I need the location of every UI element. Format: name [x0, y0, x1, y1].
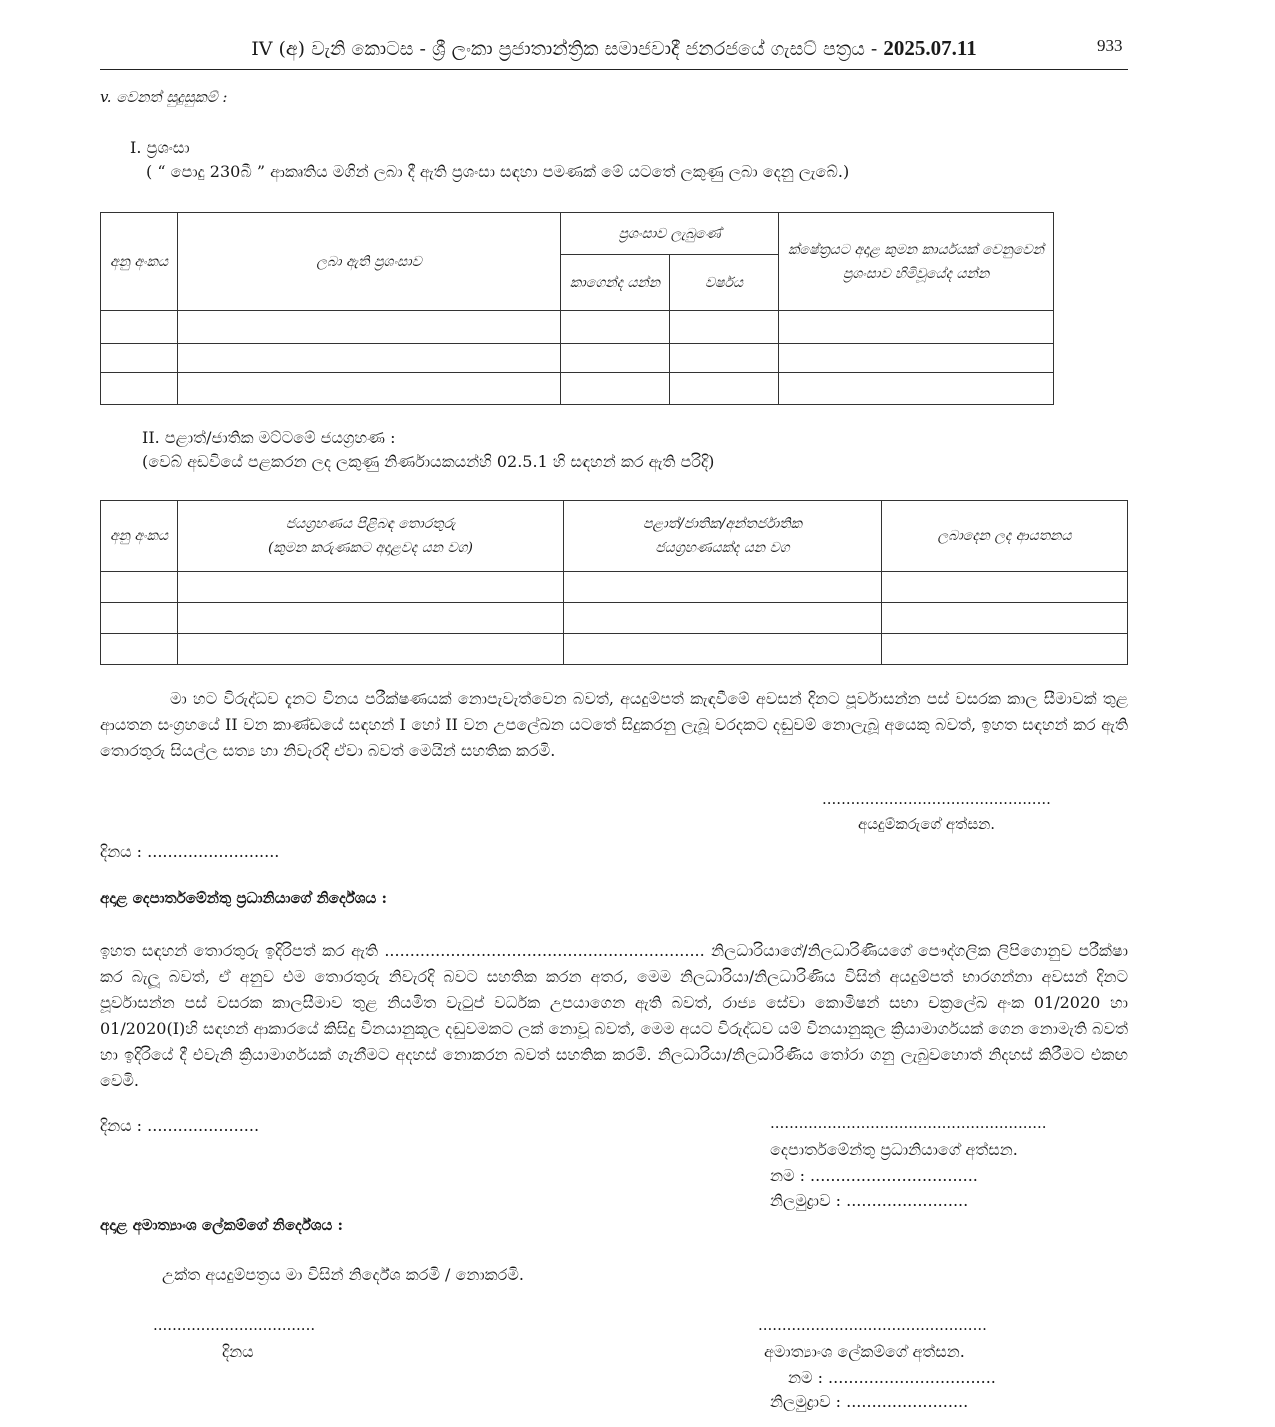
- table-row: [101, 603, 1128, 634]
- applicant-signature-label: අයදුම්කරුගේ අත්සන.: [858, 815, 996, 833]
- ministry-recommendation-title: අදාළ අමාත්‍යාංශ ලේකම්ගේ නිර්දේශය :: [100, 1216, 344, 1234]
- achievements-col-info: [178, 501, 564, 572]
- achievements-col-info-line2: (කුමන කරුණකට අදාළවද යන වග): [267, 540, 474, 556]
- table-row: [101, 572, 1128, 603]
- achievements-note: (වෙබ් අඩවියේ පළකරන ලද ලකුණු නිර්ණායකයන්හි 02.5.1 හි සඳහන් කර ඇති පරිදි): [142, 452, 715, 471]
- achievements-col-level-line2: ජයග්‍රහණයක්ද යන වග: [655, 540, 790, 556]
- declaration-text: මා හට විරුද්ධව දැනට විනය පරීක්ෂණයක් නොපැවැත්වෙන බවත්, අයදුම්පත් කැඳවීමේ අවසන් දිනට පූර්වාසන්න පස් වසරක කාල සීමාවක් තුළ ආයතන සංග්‍රහයේ II වන කාණ්ඩයේ සඳහන් I හෝ II වන උපලේඛන යටතේ සිදුකරනු ලැබූ වරදකට දඬුවම් නොලැබූ අයෙකු බවත්, ඉහත සඳහන් කර ඇති තොරතුරු සියල්ල සත්‍ය හා නිවැරදි ඒවා බවත් මෙයින් සහතික කරමි.: [100, 689, 1128, 760]
- head-signature-label: දෙපාර්තමේන්තු ප්‍රධානියාගේ අත්සන.: [770, 1140, 1018, 1159]
- applicant-signature-dots: ................................................: [822, 790, 1051, 808]
- ministry-name-label: නම : .................................: [788, 1368, 996, 1387]
- page-number: 933: [1097, 36, 1123, 55]
- head-signature-dots: ..........................................................: [770, 1114, 1047, 1132]
- header-date: 2025.07.11: [883, 36, 977, 60]
- ministry-recommendation-text: උක්ත අයදුම්පත්‍රය මා විසින් නිර්දේශ කරමි / නොකරමි.: [162, 1265, 524, 1284]
- header-rule: [100, 69, 1128, 70]
- achievements-table: [100, 500, 1128, 665]
- awards-col-award: ලබා ඇති ප්‍රශංසාව: [178, 213, 561, 311]
- achievements-col-info-line1: ජයග්‍රහණය පිළිබඳ තොරතුරු: [285, 516, 456, 532]
- head-designation-label: නිලමුද්‍රාව : ........................: [770, 1191, 969, 1210]
- section-v-label: v. වෙනත් සුදුසුකම් :: [100, 88, 228, 106]
- head-recommendation-title: අදාළ දෙපාර්තමේන්තු ප්‍රධානියාගේ නිර්දේශය :: [100, 889, 388, 907]
- awards-col-year: වර්ෂය: [670, 255, 779, 311]
- achievements-title: II. පළාත්/ජාතික මට්ටමේ ජයග්‍රහණ :: [142, 428, 396, 447]
- table-row: [101, 634, 1128, 665]
- table-row: [101, 373, 1054, 405]
- achievements-col-no: අනු අංකය: [101, 501, 178, 572]
- awards-col-service: ක්ෂේත්‍රයට අදාළ කුමන කාර්යයක් වෙනුවෙන් ප්‍රශංසාව හිමිවූයේද යන්න: [779, 213, 1054, 311]
- awards-table: [100, 212, 1054, 405]
- achievements-col-level: [564, 501, 882, 572]
- table-row: [101, 344, 1054, 373]
- achievements-col-level-line1: පළාත්/ජාතික/අන්තර්ජාතික: [642, 516, 803, 532]
- achievements-col-institution: ලබාදෙන ලද ආයතනය: [882, 501, 1128, 572]
- awards-col-no: අනු අංකය: [101, 213, 178, 311]
- ministry-date-dots: ..................................: [153, 1316, 316, 1334]
- ministry-designation-label: නිලමුද්‍රාව : ........................: [770, 1392, 969, 1411]
- head-date-label: දිනය : ......................: [100, 1116, 260, 1135]
- applicant-date-label: දිනය : ..........................: [100, 842, 280, 861]
- ministry-date-label: දිනය: [222, 1342, 254, 1361]
- head-name-label: නම : .................................: [770, 1166, 978, 1185]
- ministry-signature-label: අමාත්‍යාංශ ලේකම්ගේ අත්සන.: [764, 1342, 965, 1361]
- awards-col-from: කාගෙන්ද යන්න: [561, 255, 670, 311]
- awards-note: ( “ පොදු 230බී ” ආකෘතිය මගින් ලබා දී ඇති ප්‍රශංසා සඳහා පමණක් මේ යටතේ ලකුණු ලබා දෙනු ලැබේ.): [146, 162, 850, 181]
- head-recommendation-text: ඉහත සඳහන් තොරතුරු ඉදිරිපත් කර ඇති ............................................................... නිලධාරියාගේ/නිලධාරිණියගේ පෞද්ගලික ලිපිගොනුව පරීක්ෂා කර බැලූ බවත්, ඒ අනුව එම තොරතුරු නිවැරදි බවට සහතික කරන අතර, මෙම නිලධාරියා/නිලධාරිණිය විසින් අයදුම්පත් භාරගන්නා අවසන් දිනට පූර්වාසන්න පස් වසරක කාලසීමාව තුළ නියමිත වැටුප් වර්ධක උපයාගෙන ඇති බවත්, රාජ්‍ය සේවා කොමිෂන් සභා චක්‍රලේඛ අංක 01/2020 හා 01/2020(I)හි සඳහන් ආකාරයේ කිසිදු විනයානුකූල දඬුවමකට ලක් නොවූ බවත්, මෙම අයට විරුද්ධව යම් විනයානුකූල ක්‍රියාමාර්ගයක් ගෙන නොමැති බවත් හා ඉදිරියේ දී එවැනි ක්‍රියාමාර්ගයක් ගැනීමට අදහස් නොකරන බවත් සහතික කරමි. නිලධාරියා/නිලධාරිණිය තෝරා ගනු ලැබුවහොත් නිදහස් කිරීමට එකඟ වෙමි.: [100, 941, 1128, 1090]
- awards-title: I. ප්‍රශංසා: [130, 138, 190, 157]
- header-part: IV (අ) වැනි කොටස - ශ්‍රී ලංකා ප්‍රජාතාන්ත්‍රික සමාජවාදී ජනරජයේ ගැසට් පත්‍රය -: [251, 38, 878, 60]
- awards-col-received-group: ප්‍රශංසාව ලැබුණේ: [561, 213, 779, 255]
- ministry-signature-dots: ................................................: [758, 1316, 987, 1334]
- page-header: [100, 36, 1128, 61]
- table-row: [101, 311, 1054, 344]
